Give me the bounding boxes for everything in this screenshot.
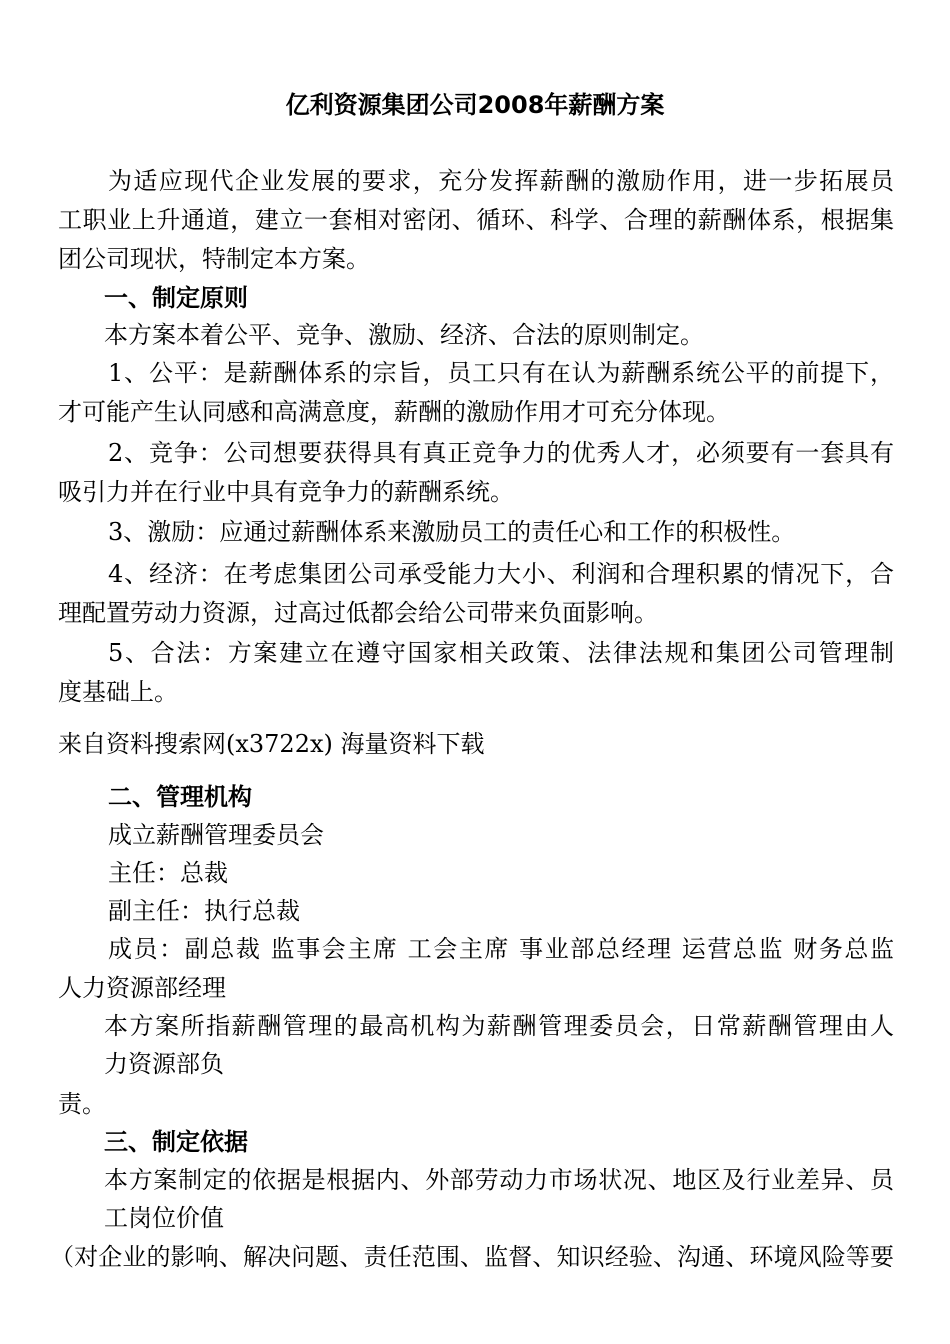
principle-fairness-line-2: 才可能产生认同感和高满意度，薪酬的激励作用才可充分体现。 bbox=[58, 398, 730, 426]
basis-line-3: （对企业的影响、解决问题、责任范围、监督、知识经验、沟通、环境风险等要 bbox=[50, 1243, 894, 1271]
principle-competition-line-1: 2、竞争：公司想要获得具有真正竞争力的优秀人才，必须要有一套具有 bbox=[108, 439, 894, 467]
principle-economy-line-2: 理配置劳动力资源，过高过低都会给公司带来负面影响。 bbox=[58, 599, 658, 627]
section-2-heading: 二、管理机构 bbox=[108, 783, 252, 811]
intro-line-1: 为适应现代企业发展的要求，充分发挥薪酬的激励作用，进一步拓展员 bbox=[108, 167, 894, 195]
intro-line-3: 团公司现状，特制定本方案。 bbox=[58, 245, 370, 273]
basis-line-2: 工岗位价值 bbox=[104, 1204, 224, 1232]
management-note-line-2: 力资源部负 bbox=[104, 1050, 224, 1078]
section-1-lead: 本方案本着公平、竞争、激励、经济、合法的原则制定。 bbox=[104, 321, 704, 349]
section-3-heading: 三、制定依据 bbox=[104, 1128, 248, 1156]
principle-competition-line-2: 吸引力并在行业中具有竞争力的薪酬系统。 bbox=[58, 478, 514, 506]
committee-line: 成立薪酬管理委员会 bbox=[108, 821, 324, 849]
director-line: 主任：总裁 bbox=[108, 859, 228, 887]
intro-line-2: 工职业上升通道，建立一套相对密闭、循环、科学、合理的薪酬体系，根据集 bbox=[58, 206, 894, 234]
vice-director-line: 副主任：执行总裁 bbox=[108, 897, 300, 925]
source-note: 来自资料搜索网(x3722x) 海量资料下载 bbox=[58, 730, 485, 758]
principle-legal-line-2: 度基础上。 bbox=[58, 678, 178, 706]
principle-legal-line-1: 5、合法：方案建立在遵守国家相关政策、法律法规和集团公司管理制 bbox=[108, 639, 894, 667]
document-title: 亿利资源集团公司2008年薪酬方案 bbox=[285, 91, 665, 119]
members-line-2: 人力资源部经理 bbox=[58, 974, 226, 1002]
principle-economy-line-1: 4、经济：在考虑集团公司承受能力大小、利润和合理积累的情况下，合 bbox=[108, 560, 894, 588]
management-note-line-3: 责。 bbox=[58, 1090, 106, 1118]
management-note-line-1: 本方案所指薪酬管理的最高机构为薪酬管理委员会，日常薪酬管理由人 bbox=[104, 1012, 894, 1040]
section-1-heading: 一、制定原则 bbox=[104, 284, 248, 312]
principle-fairness-line-1: 1、公平：是薪酬体系的宗旨，员工只有在认为薪酬系统公平的前提下， bbox=[108, 359, 894, 387]
principle-incentive-line-1: 3、激励：应通过薪酬体系来激励员工的责任心和工作的积极性。 bbox=[108, 518, 796, 546]
basis-line-1: 本方案制定的依据是根据内、外部劳动力市场状况、地区及行业差异、员 bbox=[104, 1166, 894, 1194]
members-line-1: 成员：副总裁 监事会主席 工会主席 事业部总经理 运营总监 财务总监 bbox=[108, 935, 894, 963]
